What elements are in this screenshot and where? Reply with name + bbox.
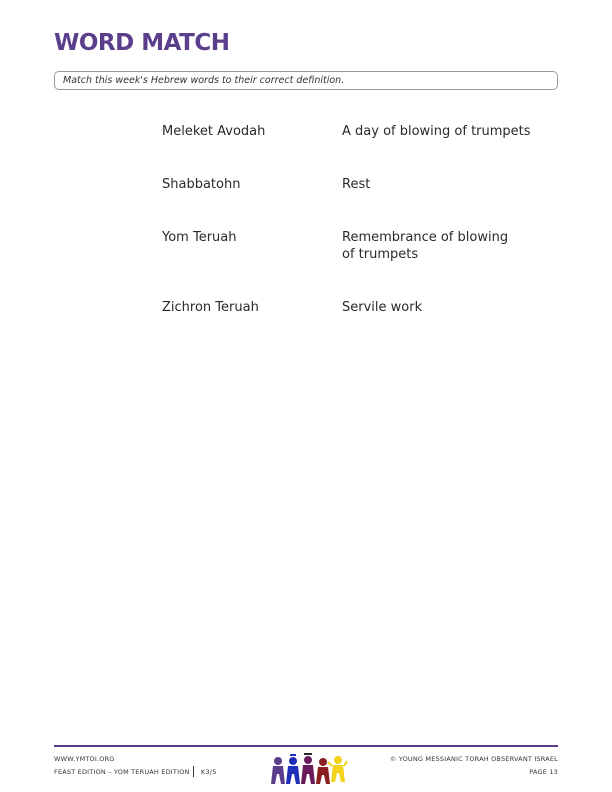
- definition-item: [342, 299, 542, 316]
- footer-divider: [54, 745, 558, 747]
- definition-line: Remembrance of blowing: [342, 230, 509, 245]
- definition-item: [342, 123, 542, 140]
- logo-figure: [301, 753, 315, 784]
- logo-figure: [328, 756, 347, 782]
- definition-item: [342, 176, 542, 193]
- definition-line: of trumpets: [342, 247, 419, 262]
- page-number: PAGE 13: [529, 768, 558, 776]
- definition-line: Servile work: [342, 300, 423, 315]
- page-title: WORD MATCH: [54, 30, 230, 56]
- definition-line: Rest: [342, 177, 371, 192]
- definition-line: A day of blowing of trumpets: [342, 124, 531, 139]
- logo-figure: [271, 757, 285, 784]
- logo-figure: [286, 754, 300, 784]
- footer-grade: K3/5: [201, 768, 217, 776]
- ymtoi-people-logo-icon: [268, 752, 348, 786]
- word-item: Shabbatohn: [162, 177, 241, 192]
- logo-figure: [316, 758, 330, 784]
- footer-separator: [193, 766, 194, 777]
- word-item: Zichron Teruah: [162, 300, 259, 315]
- instructions-box: Match this week's Hebrew words to their correct definition.: [54, 71, 558, 90]
- footer-url: WWW.YMTOI.ORG: [54, 755, 115, 763]
- footer-edition: FEAST EDITION – YOM TERUAH EDITION: [54, 768, 190, 776]
- footer-copyright: © YOUNG MESSIANIC TORAH OBSERVANT ISRAEL: [389, 755, 558, 763]
- definition-item: [342, 229, 542, 263]
- word-item: Yom Teruah: [162, 230, 237, 245]
- word-item: Meleket Avodah: [162, 124, 266, 139]
